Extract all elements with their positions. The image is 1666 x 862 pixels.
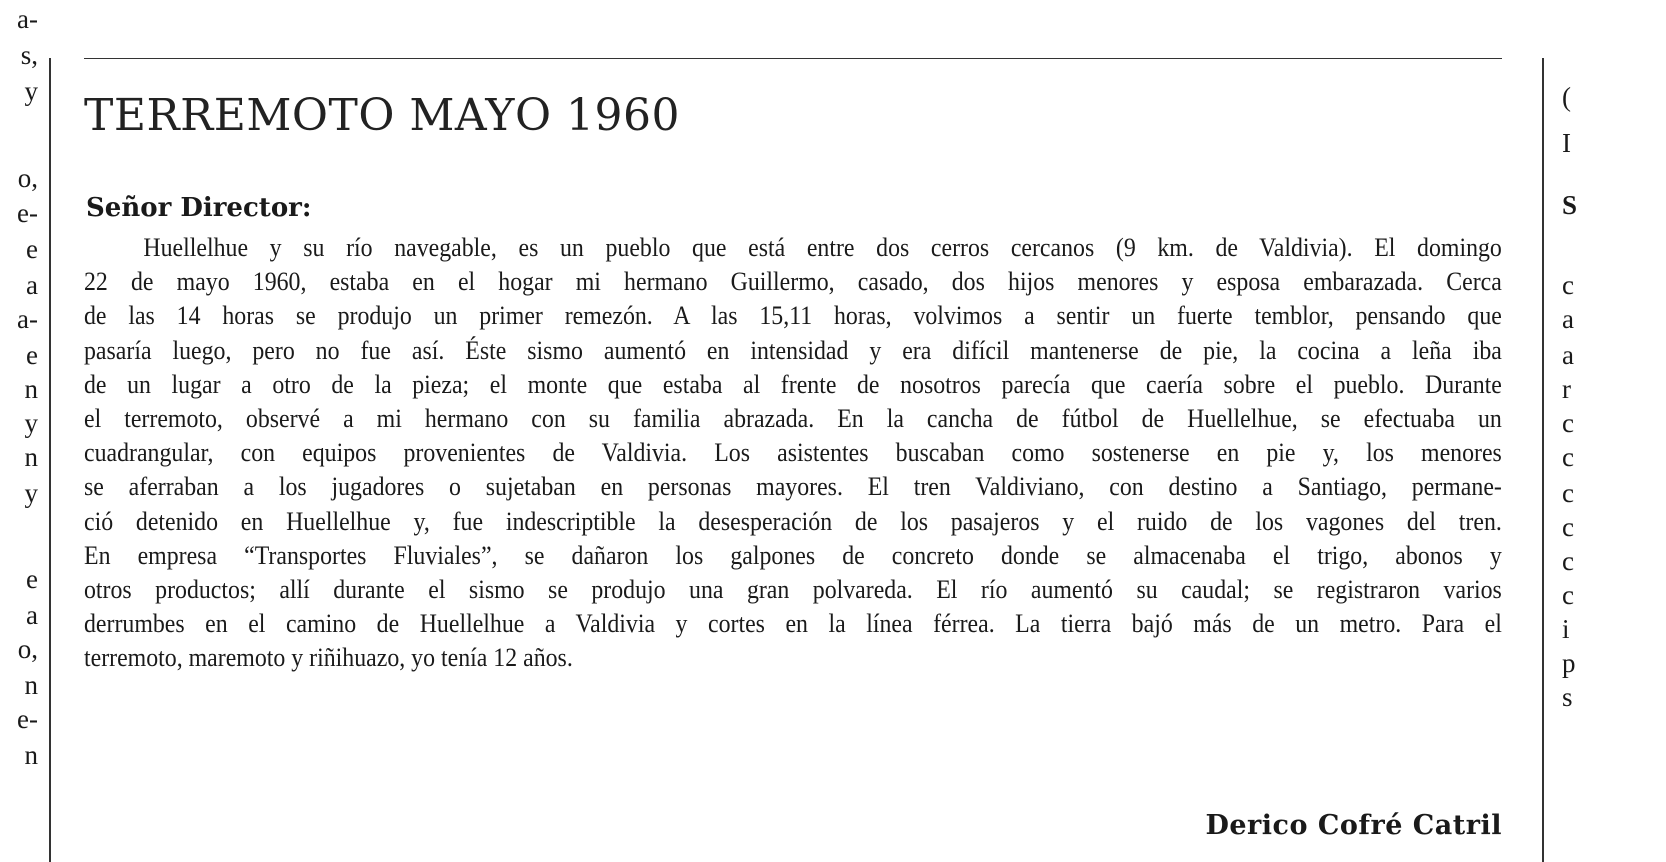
left-fragment: n — [24, 374, 38, 404]
right-fragment: c — [1562, 270, 1574, 300]
left-fragment: s, — [20, 40, 38, 70]
article-headline: TERREMOTO MAYO 1960 — [84, 90, 681, 141]
right-column-fragment — [1560, 0, 1666, 862]
body-line: terremoto, maremoto y riñihuazo, yo tenía 12 años. — [84, 642, 573, 673]
body-line: otros productos; allí durante el sismo se produjo una gran polvareda. El río aumentó su caudal; se registraron varios — [84, 573, 1502, 604]
left-fragment: e — [26, 234, 38, 264]
body-line: En empresa “Transportes Fluviales”, se dañaron los galpones de concreto donde se almacenaba el trigo, abonos y — [84, 539, 1502, 570]
right-fragment: p — [1562, 648, 1576, 678]
right-fragment: i — [1562, 614, 1570, 644]
body-line: derrumbes en el camino de Huellelhue a Valdivia y cortes en la línea férrea. La tierra bajó más de un metro. Para el — [84, 608, 1502, 639]
left-fragment: o, — [17, 163, 38, 193]
right-fragment: c — [1562, 546, 1574, 576]
right-fragment: ( — [1562, 82, 1571, 112]
left-column-rule — [49, 58, 51, 862]
left-fragment: a — [26, 600, 38, 630]
body-line: de las 14 horas se produjo un primer remezón. A las 15,11 horas, volvimos a sentir un fuerte temblor, pensando que — [84, 300, 1502, 331]
left-fragment: y — [24, 76, 38, 106]
body-line: se aferraban a los jugadores o sujetaban en personas mayores. El tren Valdiviano, con destino a Santiago, permane- — [84, 471, 1502, 502]
article-top-rule — [84, 58, 1502, 59]
letter-body — [84, 230, 1502, 674]
right-fragment: c — [1562, 408, 1574, 438]
body-line: el terremoto, observé a mi hermano con su familia abrazada. En la cancha de fútbol de Huellelhue, se efectuaba un — [84, 402, 1502, 433]
left-fragment: o, — [17, 634, 38, 664]
body-line: cuadrangular, con equipos provenientes de Valdivia. Los asistentes buscaban como sostenerse en pie y, los menores — [84, 437, 1502, 468]
left-fragment: e- — [17, 198, 38, 228]
right-fragment: a — [1562, 304, 1574, 334]
body-line: ció detenido en Huellelhue y, fue indescriptible la desesperación de los pasajeros y el ruido de los vagones del tren. — [84, 505, 1502, 536]
right-fragment: a — [1562, 340, 1574, 370]
left-fragment: e — [26, 340, 38, 370]
left-fragment: e — [26, 564, 38, 594]
right-fragment: c — [1562, 580, 1574, 610]
left-fragment: a- — [17, 4, 38, 34]
left-fragment: e- — [17, 704, 38, 734]
left-fragment: a — [26, 270, 38, 300]
right-fragment: c — [1562, 442, 1574, 472]
left-fragment: y — [24, 408, 38, 438]
letter-signature: Derico Cofré Catril — [1205, 810, 1502, 841]
left-fragment: n — [24, 670, 38, 700]
left-fragment: y — [24, 478, 38, 508]
body-line: Huellelhue y su río navegable, es un pueblo que está entre dos cerros cercanos (9 km. de Valdivia). El domingo — [143, 232, 1502, 262]
right-fragment: s — [1562, 682, 1573, 712]
left-fragment: n — [24, 442, 38, 472]
right-fragment: I — [1562, 128, 1571, 158]
body-line: de un lugar a otro de la pieza; el monte que estaba al frente de nosotros parecía que caería sobre el pueblo. Durante — [84, 368, 1502, 399]
right-column-rule — [1542, 58, 1544, 862]
body-line: pasaría luego, pero no fue así. Éste sismo aumentó en intensidad y era difícil mantenerse de pie, la cocina a leña iba — [84, 334, 1502, 365]
right-fragment: c — [1562, 478, 1574, 508]
right-fragment: c — [1562, 512, 1574, 542]
right-fragment: S — [1562, 190, 1578, 220]
right-fragment: r — [1562, 374, 1571, 404]
left-fragment: n — [24, 740, 38, 770]
left-fragment: a- — [17, 304, 38, 334]
left-column-fragment — [0, 0, 40, 862]
letter-salutation: Señor Director: — [86, 193, 312, 223]
body-line: 22 de mayo 1960, estaba en el hogar mi hermano Guillermo, casado, dos hijos menores y esposa embarazada. Cerca — [84, 266, 1502, 297]
